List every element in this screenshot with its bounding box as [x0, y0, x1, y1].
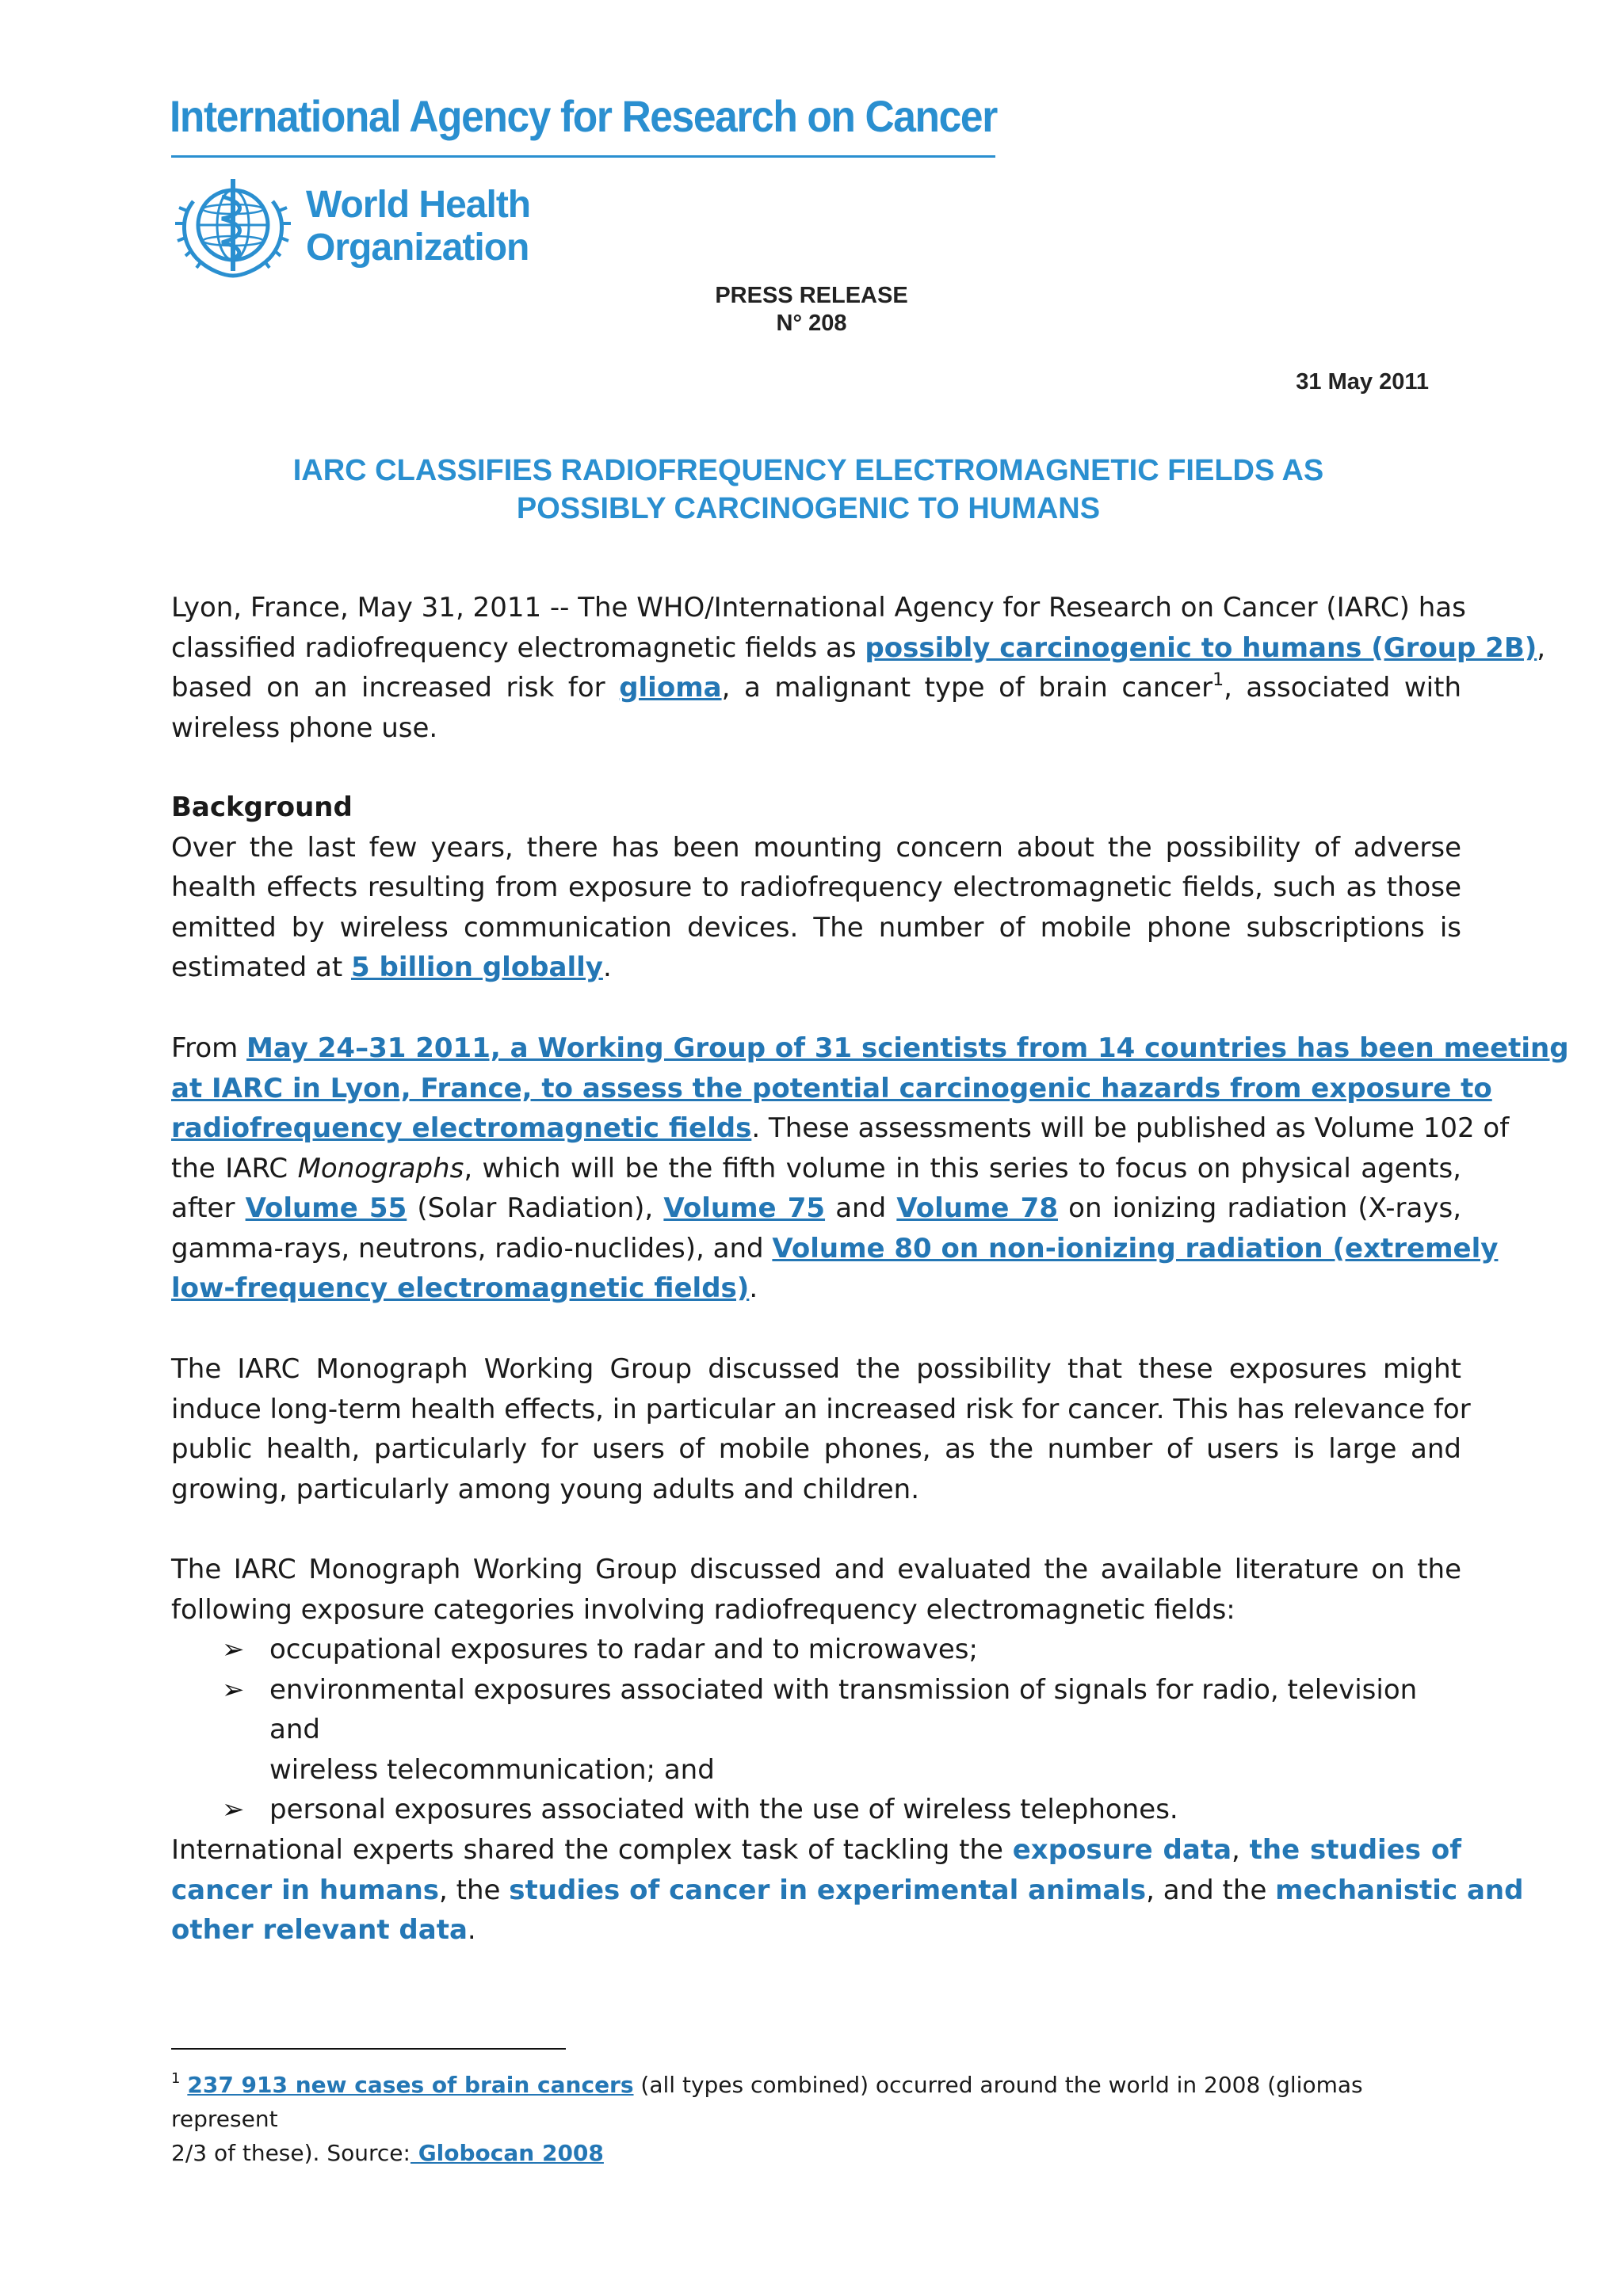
exposure-categories-paragraph	[171, 1550, 1461, 1630]
text-span: 2/3 of these). Source:	[171, 2140, 411, 2166]
list-item-text: environmental exposures associated with transmission of signals for radio, television and	[269, 1673, 1418, 1745]
text-line	[171, 1188, 1461, 1229]
text-line	[171, 1871, 1524, 1911]
text-line: public health, particularly for users of mobile phones, as the number of users is large and	[171, 1433, 1461, 1465]
list-item-text: occupational exposures to radar and to microwaves;	[269, 1634, 978, 1665]
page-title	[158, 452, 1458, 528]
text-span: the IARC	[171, 1152, 298, 1184]
text-span: , and the	[1146, 1874, 1276, 1906]
footnote-divider	[171, 2048, 566, 2050]
title-line-1: IARC CLASSIFIES RADIOFREQUENCY ELECTROMAGNETIC FIELDS AS	[292, 454, 1324, 487]
text-span: (all types combined) occurred around the world in 2008 (gliomas represent	[171, 2072, 1363, 2132]
text-line	[171, 1069, 1492, 1109]
text-span: .	[602, 952, 612, 983]
volume-80-link[interactable]: Volume 80 on non-ionizing radiation (extremely	[772, 1232, 1499, 1264]
arrow-bullet-icon: ➢	[222, 1794, 245, 1825]
title-line-2: POSSIBLY CARCINOGENIC TO HUMANS	[516, 492, 1101, 525]
background-section	[171, 788, 1461, 988]
five-billion-link[interactable]: 5 billion globally	[350, 952, 603, 983]
text-span: ,	[1537, 631, 1546, 664]
text-span: on ionizing radiation (X-rays,	[1057, 1192, 1461, 1224]
mechanistic-data-term-cont: other relevant data	[171, 1914, 468, 1946]
health-effects-paragraph	[171, 1349, 1471, 1509]
text-span: .	[749, 1272, 758, 1304]
brain-cancer-cases-link[interactable]: 237 913 new cases of brain cancers	[187, 2072, 634, 2098]
header-divider	[171, 155, 995, 158]
text-span: after	[171, 1192, 246, 1224]
list-item-text-cont: wireless telecommunication; and	[269, 1753, 715, 1786]
working-group-link-end[interactable]: radiofrequency electromagnetic fields	[171, 1112, 752, 1144]
volume-75-link[interactable]: Volume 75	[663, 1192, 826, 1224]
text-line: following exposure categories involving radiofrequency electromagnetic fields:	[171, 1593, 1235, 1626]
text-line: induce long-term health effects, in particular an increased risk for cancer. This has relevance for	[171, 1393, 1471, 1425]
press-release-label: PRESS RELEASE	[715, 283, 908, 308]
text-line: health effects resulting from exposure to radiofrequency electromagnetic fields, such as those	[171, 871, 1461, 903]
text-span: , the	[439, 1874, 510, 1906]
footnote-line-2	[171, 2136, 1455, 2170]
working-group-paragraph	[171, 1028, 1569, 1309]
text-line	[171, 628, 1546, 669]
arrow-bullet-icon: ➢	[222, 1634, 245, 1665]
text-line	[171, 1229, 1499, 1269]
experts-paragraph	[171, 1830, 1524, 1951]
text-span: gamma-rays, neutrons, radio-nuclides), and	[171, 1232, 773, 1264]
exposure-data-term: exposure data	[1012, 1834, 1232, 1866]
text-span: , a malignant type of brain cancer	[721, 672, 1213, 704]
release-date: 31 May 2011	[1296, 369, 1429, 395]
text-line: The IARC Monograph Working Group discussed the possibility that these exposures might	[171, 1353, 1461, 1385]
text-line	[171, 668, 1461, 708]
text-span: , associated with	[1224, 672, 1461, 704]
volume-80-link-cont[interactable]: low-frequency electromagnetic fields)	[171, 1272, 750, 1304]
human-studies-term-cont: cancer in humans	[171, 1874, 440, 1906]
press-release-number: N° 208	[776, 311, 847, 336]
footnote-ref[interactable]: 1	[1212, 670, 1224, 690]
animal-studies-term: studies of cancer in experimental animals	[509, 1874, 1147, 1906]
volume-55-link[interactable]: Volume 55	[245, 1192, 407, 1224]
globocan-link[interactable]: Globocan 2008	[410, 2140, 604, 2166]
who-emblem-icon	[170, 170, 296, 284]
working-group-link-cont[interactable]: at IARC in Lyon, France, to assess the potential carcinogenic hazards from exposure to	[171, 1072, 1492, 1104]
text-span: International experts shared the complex task of tackling the	[171, 1834, 1013, 1866]
text-line: wireless phone use.	[171, 711, 438, 744]
list-item-text: personal exposures associated with the use of wireless telephones.	[269, 1794, 1178, 1825]
text-line: The IARC Monograph Working Group discussed and evaluated the available literature on the	[171, 1554, 1461, 1585]
text-span: . These assessments will be published as Volume 102 of	[751, 1112, 1510, 1144]
text-line: growing, particularly among young adults and children.	[171, 1473, 920, 1505]
text-line: Lyon, France, May 31, 2011 -- The WHO/International Agency for Research on Cancer (IARC) has	[171, 592, 1466, 624]
glioma-link[interactable]: glioma	[619, 672, 722, 704]
text-span: estimated at	[171, 952, 351, 983]
intro-paragraph	[171, 588, 1546, 748]
volume-78-link[interactable]: Volume 78	[896, 1192, 1058, 1224]
text-line	[171, 1830, 1461, 1871]
text-line	[171, 1268, 1461, 1309]
footnote-marker: 1	[171, 2070, 181, 2087]
footnote-line-1	[171, 2061, 1455, 2136]
text-line: emitted by wireless communication devices. The number of mobile phone subscriptions is	[171, 911, 1461, 944]
text-line	[171, 1910, 1461, 1951]
text-span: ,	[1232, 1834, 1250, 1866]
list-item	[222, 1790, 1461, 1830]
text-line	[171, 1149, 1461, 1189]
text-span: .	[467, 1914, 476, 1946]
text-span: classified radiofrequency electromagnetic fields as	[171, 631, 865, 664]
text-line: Over the last few years, there has been mounting concern about the possibility of adverse	[171, 831, 1461, 864]
text-span: (Solar Radiation),	[407, 1192, 664, 1224]
arrow-bullet-icon: ➢	[222, 1673, 245, 1706]
who-wordmark-line2: Organization	[306, 227, 529, 269]
working-group-link[interactable]: May 24–31 2011, a Working Group of 31 scientists from 14 countries has been meeting	[246, 1032, 1569, 1064]
background-heading: Background	[171, 791, 353, 823]
human-studies-term: the studies of	[1249, 1834, 1461, 1866]
org-name-banner: International Agency for Research on Cancer	[170, 91, 997, 141]
text-line	[171, 1108, 1510, 1149]
who-wordmark-line1: World Health	[306, 184, 531, 226]
group-2b-link[interactable]: possibly carcinogenic to humans (Group 2B)	[865, 631, 1537, 664]
exposure-list	[222, 1630, 1461, 1830]
list-item	[222, 1630, 1461, 1670]
text-span: based on an increased risk for	[171, 672, 620, 704]
monographs-italic: Monographs	[297, 1152, 464, 1184]
text-span: From	[171, 1032, 247, 1064]
text-line	[171, 948, 1461, 988]
mechanistic-data-term: mechanistic and	[1275, 1874, 1524, 1906]
text-line	[171, 1028, 1569, 1069]
text-span: and	[825, 1192, 897, 1224]
text-span: , which will be the fifth volume in this series to focus on physical agents,	[464, 1152, 1461, 1184]
who-wordmark	[306, 184, 530, 269]
list-item	[222, 1670, 1461, 1791]
footnote	[171, 2061, 1455, 2170]
